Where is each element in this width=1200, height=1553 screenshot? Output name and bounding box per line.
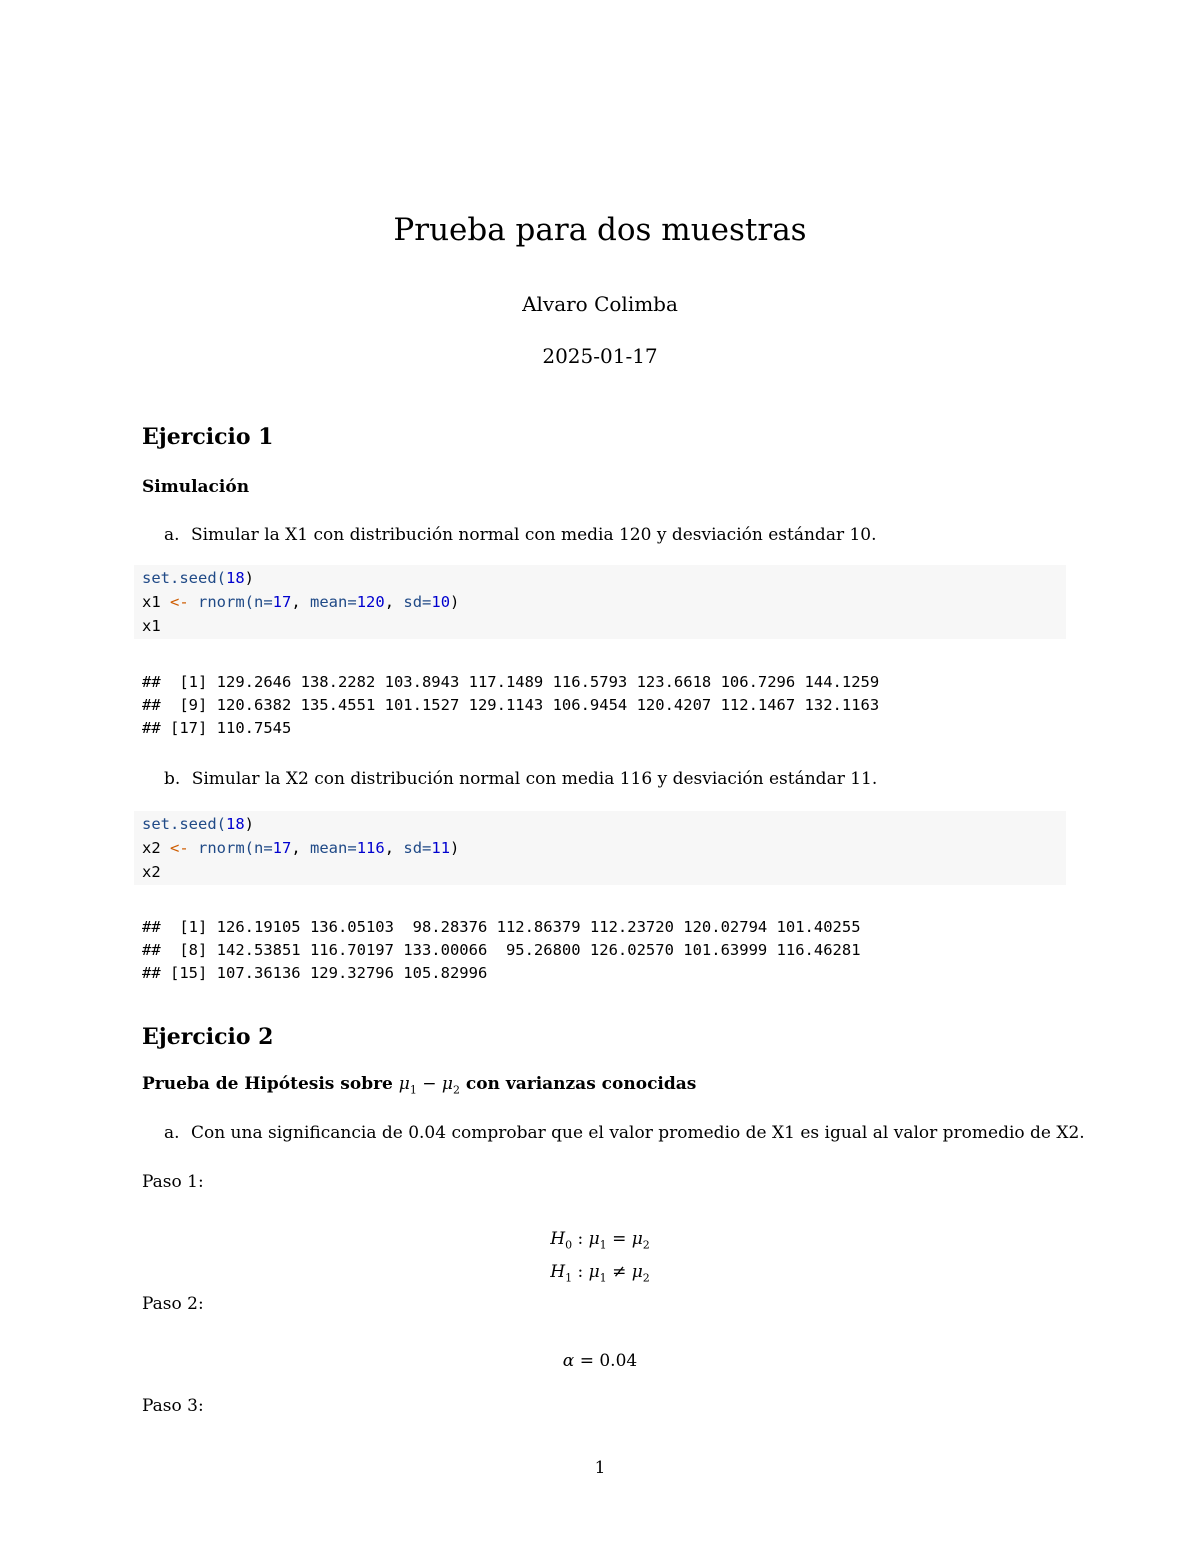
list-marker: a. (164, 1123, 180, 1143)
alternative-hypothesis-formula: $H_1$ : $\mu_1 \ne \mu_2$ (550, 1262, 650, 1285)
code-line: set.seed(18) (142, 569, 255, 587)
document-author: Alvaro Colimba (522, 292, 678, 316)
list-item-text: Con una significancia de 0.04 comprobar que el valor promedio de X1 es igual al valor promedio de X2. (190, 1123, 1085, 1143)
code-line: x2 (142, 863, 161, 881)
code-line: x1 <- rnorm(n=17, mean=120, sd=10) (142, 593, 460, 611)
document-date: 2025-01-17 (542, 344, 658, 368)
code-block-x2 (134, 811, 1066, 885)
list-item-text: Simular la X1 con distribución normal con media 120 y desviación estándar 10. (190, 525, 877, 545)
output-line: ## [15] 107.36136 129.32796 105.82996 (142, 964, 488, 982)
page-number: 1 (594, 1458, 606, 1478)
list-item-b (164, 769, 877, 789)
code-block-x1 (134, 565, 1066, 639)
section-heading-ejercicio-1: Ejercicio 1 (142, 424, 274, 450)
subsection-heading-simulacion: Simulación (142, 477, 250, 497)
null-hypothesis-formula: $H_0$ : $\mu_1 = \mu_2$ (550, 1229, 650, 1252)
paso-3-label: Paso 3: (142, 1396, 204, 1416)
list-item-a-ej2 (164, 1123, 1085, 1143)
code-line: set.seed(18) (142, 815, 255, 833)
subheading-text: Prueba de Hipótesis sobre (142, 1074, 399, 1094)
subsection-heading-prueba-hipotesis (142, 1074, 696, 1096)
code-line: x2 <- rnorm(n=17, mean=116, sd=11) (142, 839, 460, 857)
section-heading-ejercicio-2: Ejercicio 2 (142, 1024, 274, 1050)
list-item-a (164, 525, 877, 545)
list-item-text: Simular la X2 con distribución normal con media 116 y desviación estándar 11. (191, 769, 878, 789)
subheading-text: con varianzas conocidas (459, 1074, 697, 1094)
document-title: Prueba para dos muestras (393, 212, 807, 248)
output-line: ## [9] 120.6382 135.4551 101.1527 129.1143 106.9454 120.4207 112.1467 132.1163 (142, 696, 880, 714)
alpha-formula: α = 0.04 (562, 1351, 638, 1371)
paso-1-label: Paso 1: (142, 1172, 204, 1192)
output-line: ## [17] 110.7545 (142, 719, 292, 737)
list-marker: b. (164, 769, 181, 789)
output-line: ## [1] 126.19105 136.05103 98.28376 112.86379 112.23720 120.02794 101.40255 (142, 918, 861, 936)
mu-difference-formula: $\mu_1 - \mu_2$ (398, 1074, 460, 1097)
alpha-value: 0.04 (599, 1351, 638, 1371)
code-line: x1 (142, 617, 161, 635)
list-marker: a. (164, 525, 180, 545)
output-line: ## [1] 129.2646 138.2282 103.8943 117.1489 116.5793 123.6618 106.7296 144.1259 (142, 673, 880, 691)
paso-2-label: Paso 2: (142, 1294, 204, 1314)
output-line: ## [8] 142.53851 116.70197 133.00066 95.26800 126.02570 101.63999 116.46281 (142, 941, 861, 959)
